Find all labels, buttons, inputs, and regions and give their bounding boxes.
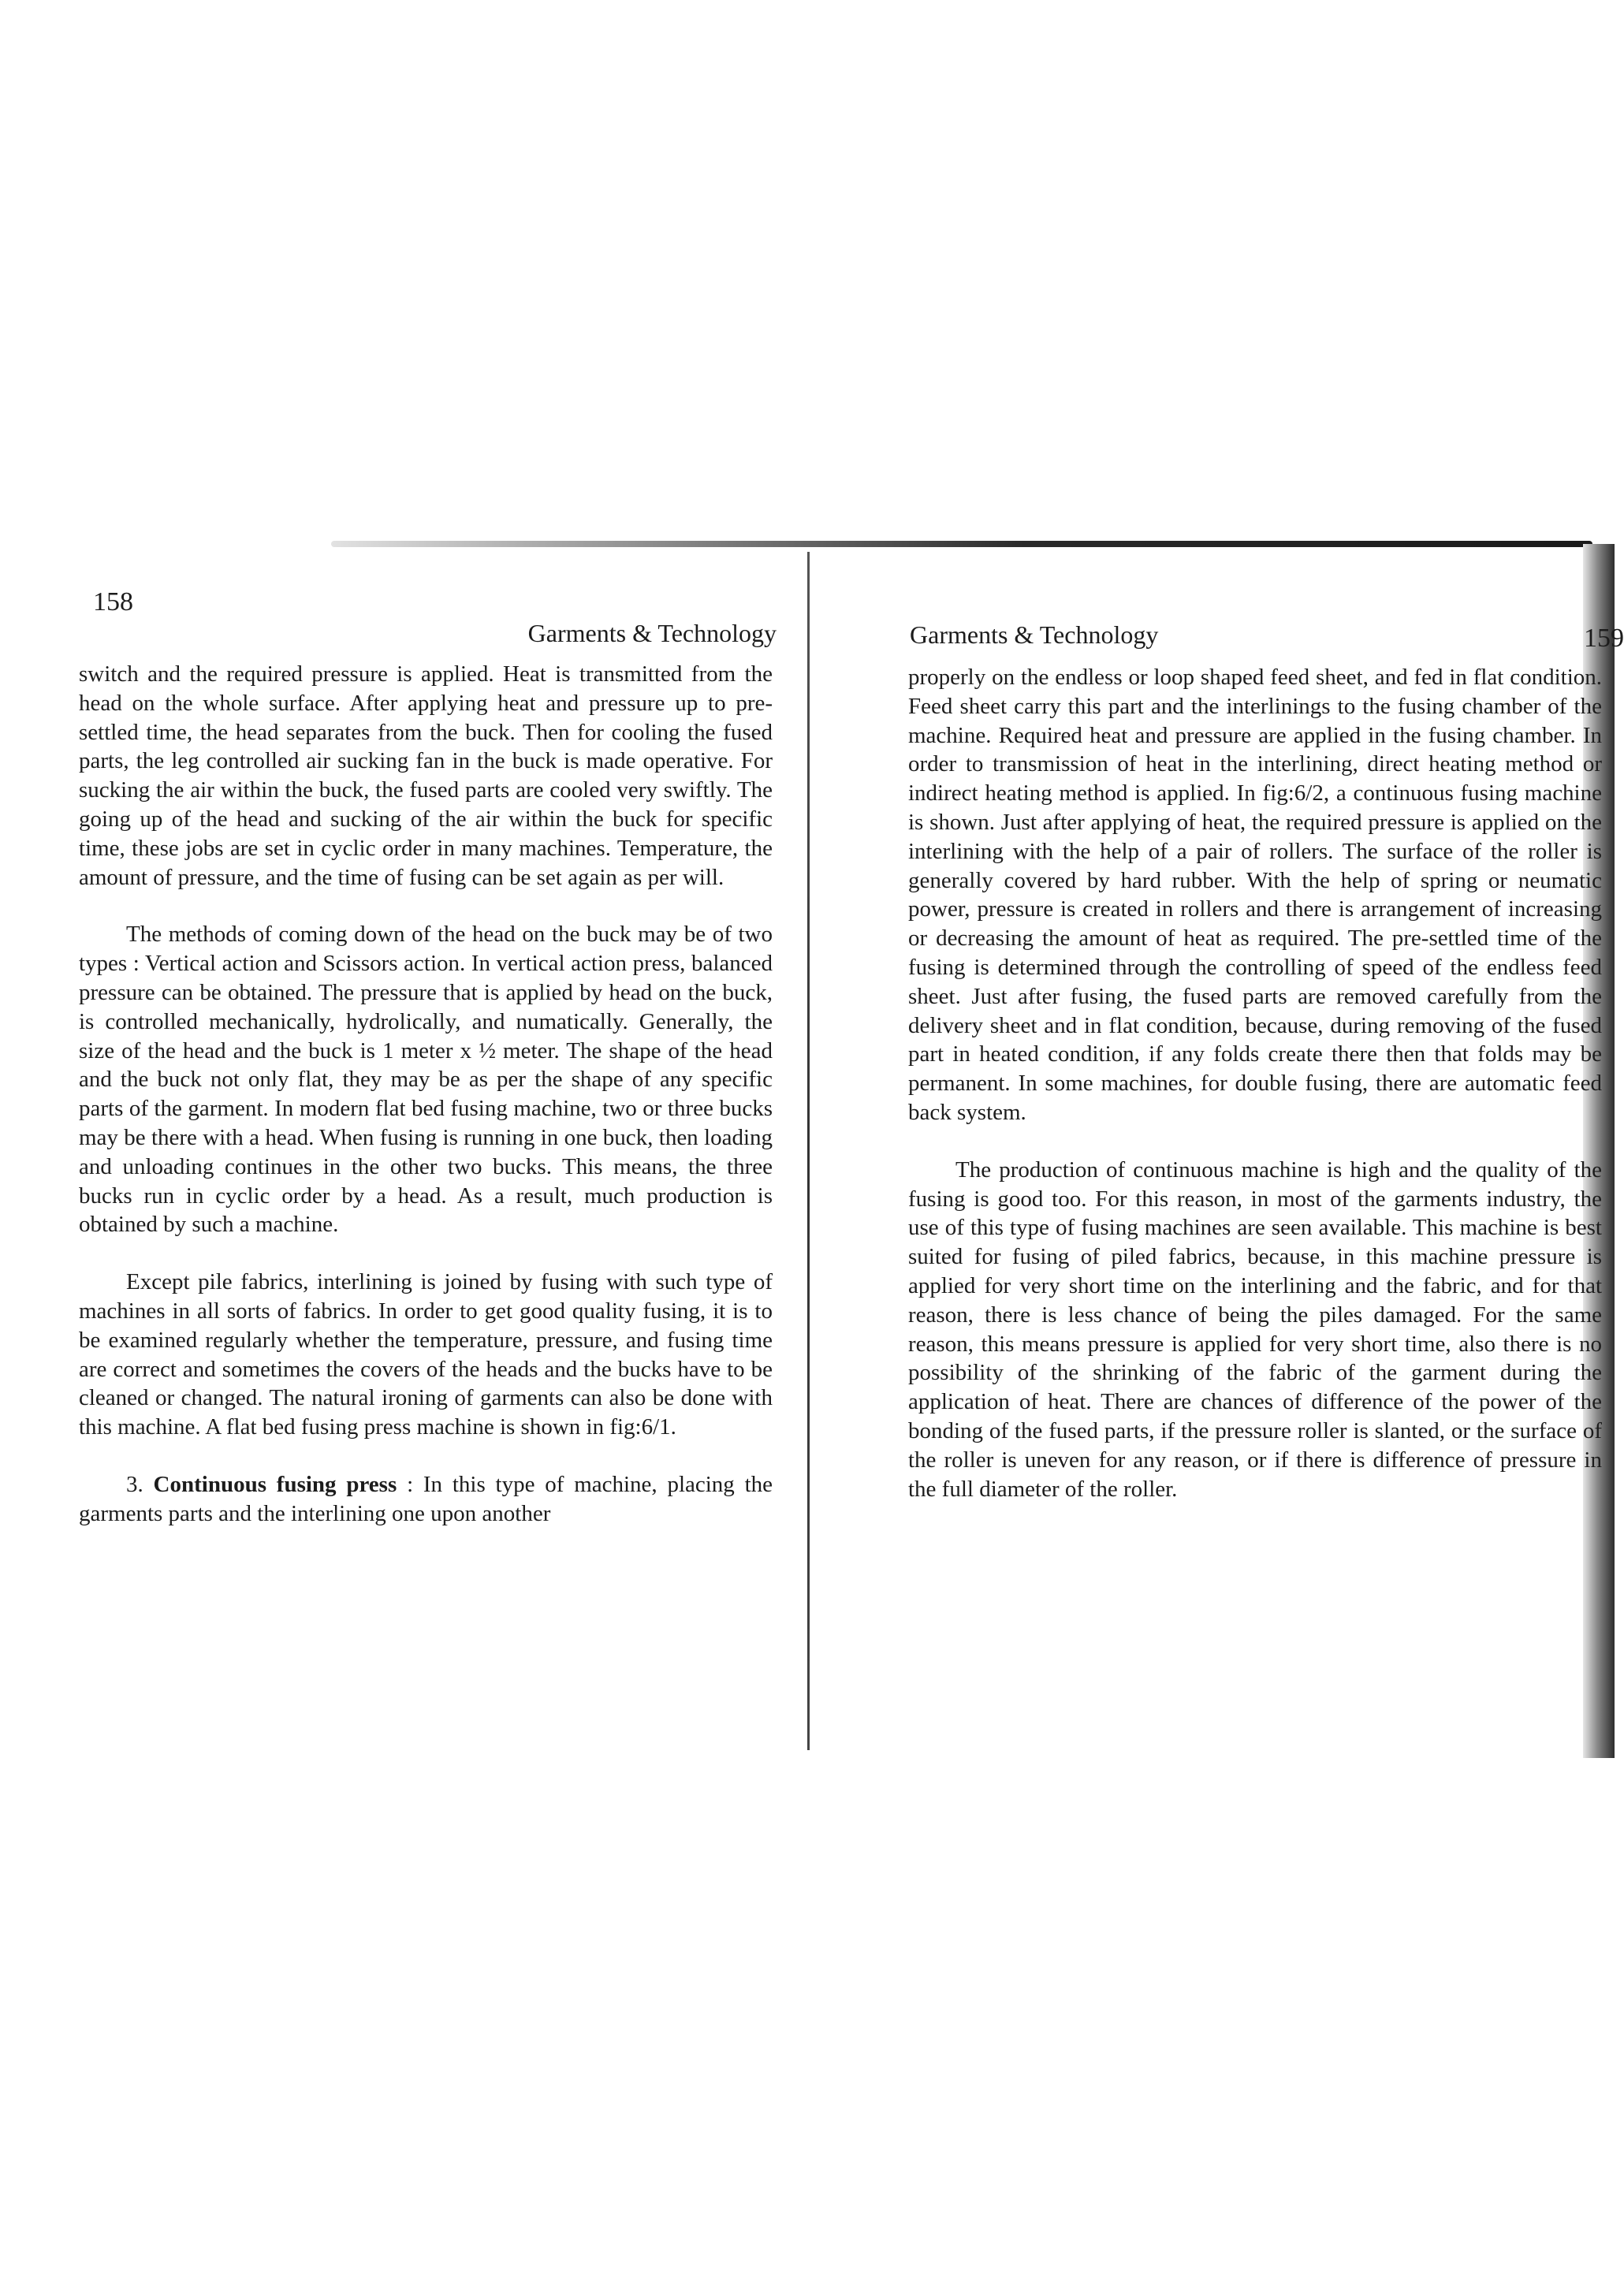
page-number: 159 <box>1584 624 1624 653</box>
paragraph: properly on the endless or loop shaped feed sheet, and fed in flat condition. Feed sheet carry this part and the interlinings to the fusing chamber of the machine. Required heat and pressure are applied in the fusing chamber. In order to transmission of heat in the interlining, direct heating method or indirect heating method is applied. In fig:6/2, a continuous fusing machine is shown. Just after applying of heat, the required pressure is applied on the interlining with the help of a pair of rollers. The surface of the roller is generally covered by hard rubber. With the help of spring or neumatic power, pressure is created in rollers and there is arrangement of increasing or decreasing the amount of heat as required. The pre-settled time of the fusing is determined through the controlling of speed of the endless feed sheet. Just after fusing, the fused parts are removed carefully from the delivery sheet and in flat condition, because, during removing of the fused part in heated condition, if any folds create there then that folds may be permanent. In some machines, for double fusing, there are automatic feed back system. <box>908 665 1602 1125</box>
book-spine <box>807 552 810 1750</box>
paragraph: Except pile fabrics, interlining is joined by fusing with such type of machines in all sorts of fabrics. In order to get good quality fusing, it is to be examined regularly whether the temperature, pressure, and fusing time are correct and sometimes the covers of the heads and the bucks have to be cleaned or changed. The natural ironing of garments can also be done with this machine. A flat bed fusing press machine is shown in fig:6/1. <box>79 1269 773 1440</box>
running-head: Garments & Technology <box>527 619 777 647</box>
paragraph: switch and the required pressure is applied. Heat is transmitted from the head on the whole surface. After applying heat and pressure up to pre-settled time, the head separates from the buck. Then for cooling the fused parts, the leg controlled air sucking fan in the buck is made operative. For sucking the air within the buck, the fused parts are cooled very swiftly. The going up of the head and sucking of the air within the buck for specific time, these jobs are set in cyclic order in many machines. Temperature, the amount of pressure, and the time of fusing can be set again as per will. <box>79 661 773 890</box>
section-heading: Continuous fusing press <box>153 1471 397 1497</box>
page-body <box>908 663 1602 1503</box>
page-body <box>79 660 773 1529</box>
section-paragraph <box>79 1470 773 1529</box>
running-head: Garments & Technology <box>910 620 1159 649</box>
section-number: 3. <box>126 1471 143 1497</box>
page-number: 158 <box>93 587 133 616</box>
section-text: : In this type of machine, placing the garments parts and the interlining one upon another <box>79 1471 773 1526</box>
paragraph: The production of continuous machine is high and the quality of the fusing is good too. For this reason, in most of the garments industry, the use of this type of fusing machines are seen available. This machine is best suited for fusing of piled fabrics, because, in this machine pressure is applied for very short time on the interlining and the fabric, and for that reason, there is less chance of being the piles damaged. For the same reason, this means pressure is applied for very short time, also there is no possibility of the shrinking of the fabric of the garment during the application of heat. There are chances of difference of the power of the bonding of the fused parts, if the pressure roller is slanted, or the surface of the roller is uneven for any reason, or if there is difference of pressure in the full diameter of the roller. <box>908 1157 1602 1502</box>
paragraph: The methods of coming down of the head on the buck may be of two types : Vertical action and Scissors action. In vertical action press, balanced pressure can be obtained. The pressure that is applied by head on the buck, is controlled mechanically, hydrolically, and numatically. Generally, the size of the head and the buck is 1 meter x ½ meter. The shape of the head and the buck not only flat, they may be as per the shape of any specific parts of the garment. In modern flat bed fusing machine, two or three bucks may be there with a head. When fusing is running in one buck, then loading and unloading continues in the other two bucks. This means, the three bucks run in cyclic order by a head. As a result, much production is obtained by such a machine. <box>79 922 773 1238</box>
book-top-edge <box>331 541 1592 547</box>
